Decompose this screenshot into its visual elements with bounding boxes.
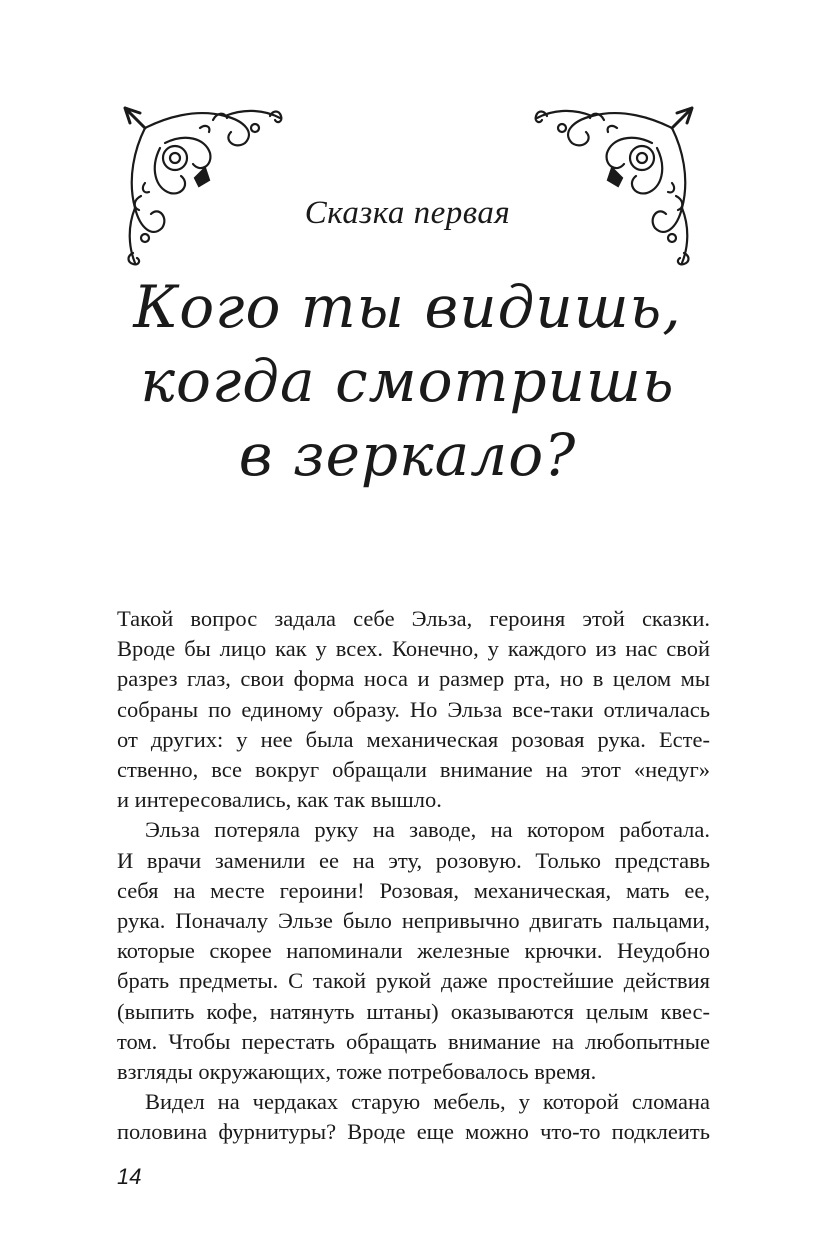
text-line: взгляды окружающих, тоже потребовалось время.: [117, 1059, 597, 1085]
text-line: Видел на чердаках старую мебель, у которой сломана: [145, 1089, 710, 1115]
chapter-title-line: в зеркало?: [238, 421, 577, 489]
chapter-title-line: когда смотришь: [140, 347, 675, 415]
text-line: брать предметы. С такой рукой даже простейшие действия: [117, 968, 710, 994]
text-line: Вроде бы лицо как у всех. Конечно, у каждого из нас свой: [117, 636, 710, 662]
text-line: ственно, все вокруг обращали внимание на этот «недуг»: [117, 757, 710, 783]
page-number: 14: [117, 1164, 142, 1189]
chapter-subtitle: Сказка первая: [304, 195, 511, 231]
text-line: (выпить кофе, натянуть штаны) оказываются целым квес-: [117, 998, 710, 1024]
text-line: которые скорее напоминали железные крючки. Неудобно: [117, 938, 710, 964]
body-text: [117, 604, 710, 1148]
text-line: Эльза потеряла руку на заводе, на котором работала.: [145, 817, 710, 843]
text-line: половина фурнитуры? Вроде еще можно что-то подклеить: [117, 1119, 710, 1145]
text-line: разрез глаз, свои форма носа и размер рта, но в целом мы: [117, 666, 710, 692]
chapter-title-line: Кого ты видишь,: [133, 273, 682, 341]
text-line: рука. Поначалу Эльзе было непривычно двигать пальцами,: [117, 908, 710, 934]
corner-ornament-left-icon: [105, 88, 295, 288]
text-line: том. Чтобы перестать обращать внимание на любопытные: [117, 1028, 710, 1054]
corner-ornament-right-icon: [522, 88, 712, 288]
text-line: И врачи заменили ее на эту, розовую. Только представь: [117, 847, 710, 873]
text-line: и интересовались, как так вышло.: [117, 787, 442, 813]
text-line: Такой вопрос задала себе Эльза, героиня этой сказки.: [117, 606, 710, 631]
chapter-title: [0, 270, 815, 492]
text-line: собраны по единому образу. Но Эльза все-таки отличалась: [117, 696, 710, 722]
text-line: себя на месте героини! Розовая, механическая, мать ее,: [117, 877, 710, 903]
text-line: от других: у нее была механическая розовая рука. Есте-: [117, 726, 710, 752]
